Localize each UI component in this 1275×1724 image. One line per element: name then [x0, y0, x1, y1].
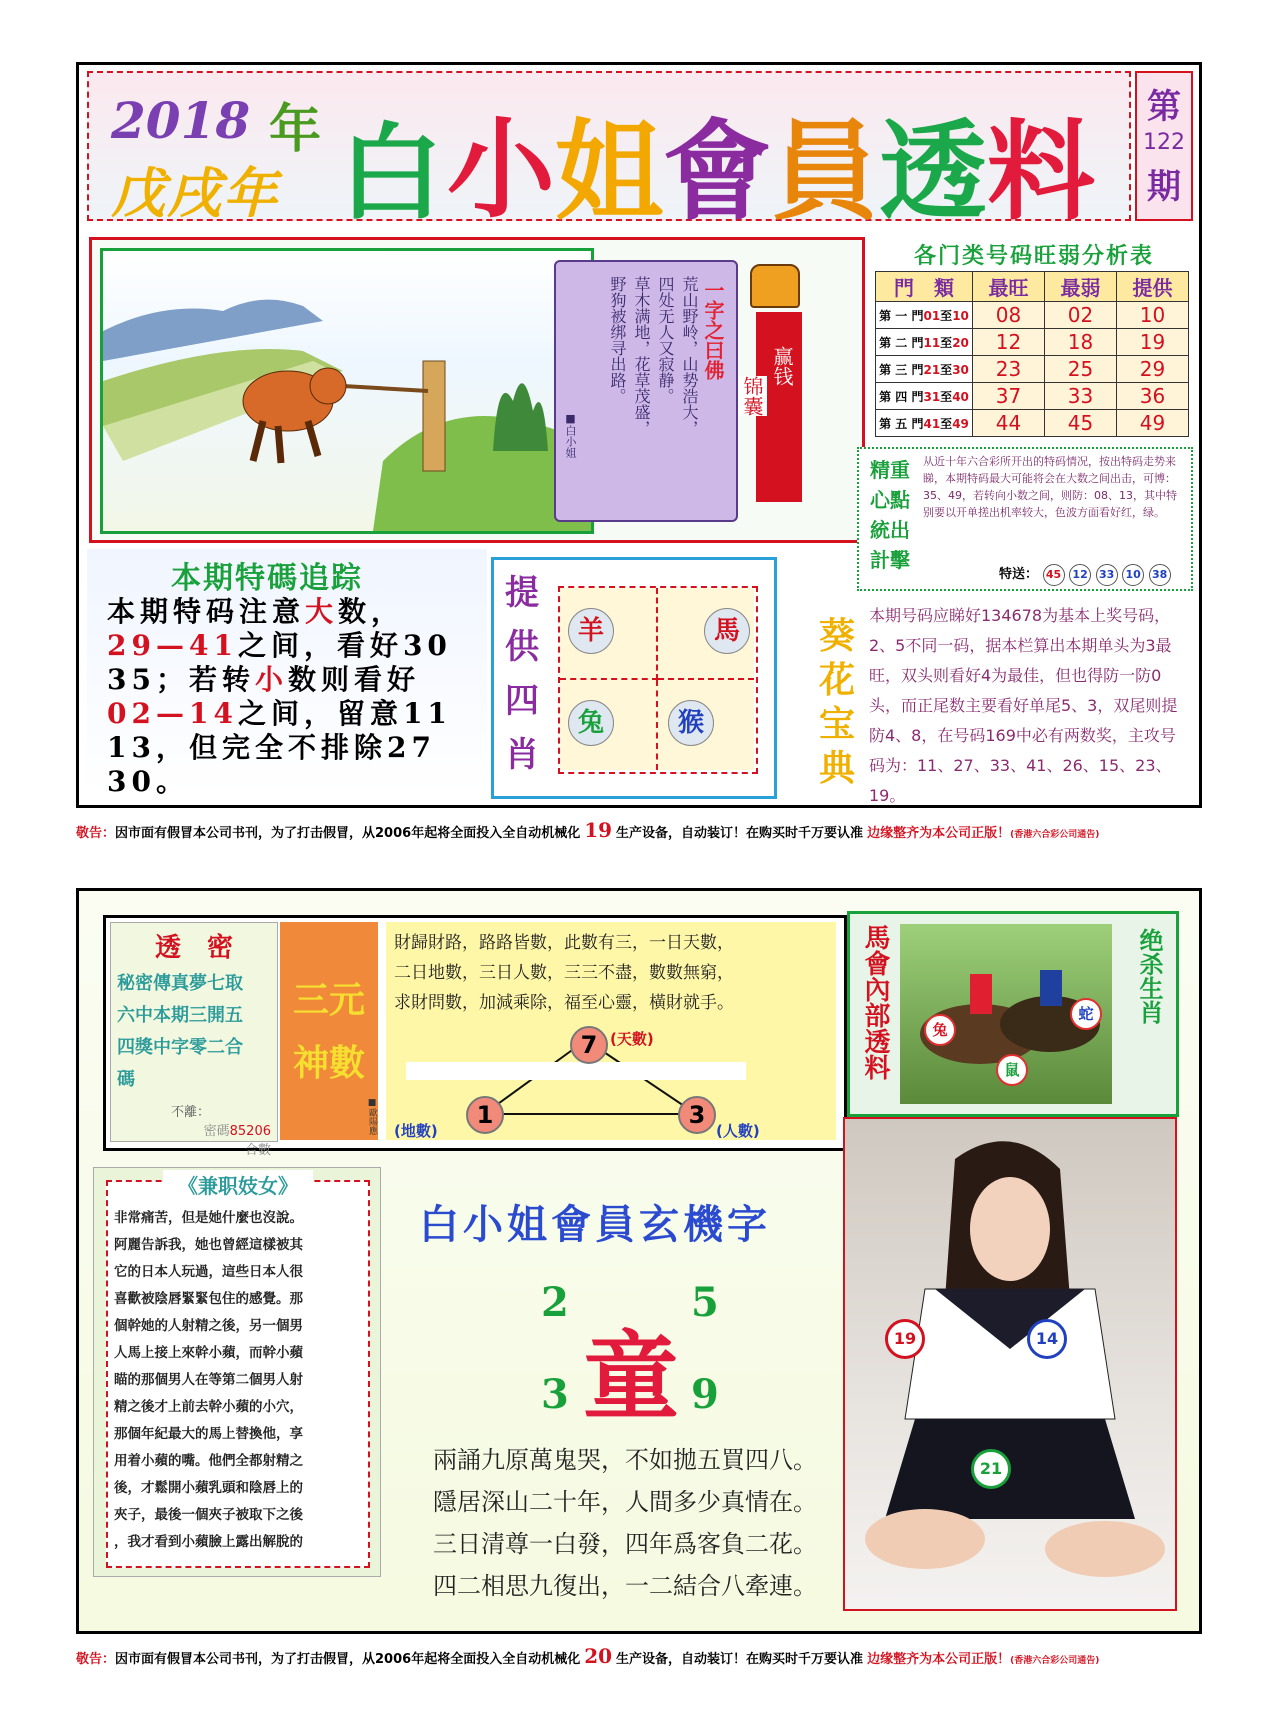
max-cell: 12	[973, 329, 1045, 356]
header-ganzhi: 戊戌年	[111, 161, 279, 225]
title-char-1: 白	[339, 111, 444, 234]
xuanji-poem: 兩誦九原萬鬼哭，不如拋五買四八。 隱居深山二十年，人間多少真情在。 三日清尊一白發，四年爲客負二花。 四二相思九復出，一二結合八牽連。	[433, 1446, 817, 1600]
give-cell: 29	[1117, 356, 1189, 383]
sanyuan-side-mark: ■歐陽應	[367, 1098, 377, 1135]
sanyuan-right-ball: 3	[678, 1096, 716, 1134]
focus-box	[857, 447, 1193, 591]
horse-race-picture	[900, 924, 1112, 1104]
analysis-table	[875, 271, 1189, 437]
max-cell: 37	[973, 383, 1045, 410]
issue-number: 122	[1143, 130, 1185, 155]
door-cell: 第 一 門01至10	[876, 302, 973, 329]
photo-frame	[843, 1117, 1177, 1611]
analysis-row	[876, 410, 1189, 437]
notice-top: 敬告：因市面有假冒本公司书刊，为了打击假冒，从2006年起将全面投入全自动机械化 19 生产设备，自动装订！在购买时千万要认准 边缘整齐为本公司正版！(香港六合彩公司通告)	[76, 818, 1100, 842]
secret-panel	[110, 922, 278, 1158]
special-ball: 10	[1122, 564, 1144, 586]
min-cell: 25	[1045, 356, 1117, 383]
horse-box	[847, 911, 1179, 1117]
special-ball: 38	[1149, 564, 1171, 586]
jinnang-label-1: 赢钱	[770, 346, 794, 386]
give-cell: 36	[1117, 383, 1189, 410]
scroll-poem-2: 四处无人又寂静。	[656, 276, 675, 404]
sanyuan-left-ball: 1	[466, 1096, 504, 1134]
zodiac-ball: 兔	[568, 700, 614, 746]
min-cell: 18	[1045, 329, 1117, 356]
focus-text: 从近十年六合彩所开出的特码情况，按出特码走势来睇，本期特码最大可能将会在大数之间出击，可博：35、49，若转向小数之间，则防：08、13，其中特别要以开单搓出机率较大，色波方面看好红，绿。	[923, 455, 1177, 519]
door-cell: 第 五 門41至49	[876, 410, 973, 437]
notice-bottom: 敬告：因市面有假冒本公司书刊，为了打击假冒，从2006年起将全面投入全自动机械化 20 生产设备，自动装订！在购买时千万要认准 边缘整齐为本公司正版！(香港六合彩公司通告)	[76, 1644, 1100, 1668]
scroll-signature: ■白小姐	[564, 412, 577, 458]
four-zodiac-box	[491, 557, 777, 799]
xuanji-num-1: 2	[541, 1279, 569, 1326]
bottom-page	[76, 888, 1202, 1634]
give-cell: 49	[1117, 410, 1189, 437]
xuanji-title: 白小姐會員玄機字	[419, 1202, 771, 1248]
analysis-row	[876, 302, 1189, 329]
zodiac-cell-monkey	[658, 680, 754, 770]
zodiac-cell-rabbit	[560, 680, 658, 770]
zodiac-grid	[558, 586, 758, 774]
scroll-poem-4: 野狗被绑寻出路。	[608, 276, 627, 404]
title-char-6: 透	[879, 109, 988, 235]
top-page	[76, 62, 1202, 808]
dog-picture	[103, 251, 591, 531]
secret-note: 不離： 密碼85206 合數	[171, 1105, 271, 1158]
four-zodiac-label: 提 供 四 肖	[505, 573, 539, 775]
analysis-row	[876, 356, 1189, 383]
xuanji-num-2: 5	[691, 1279, 719, 1326]
zodiac-ball: 馬	[704, 608, 750, 654]
header-year: 2018	[111, 91, 251, 150]
scroll-heading: 一字之曰佛	[701, 280, 725, 380]
secret-frame	[103, 915, 847, 1158]
analysis-header-door: 門 類	[876, 272, 973, 302]
max-cell: 08	[973, 302, 1045, 329]
story-frame	[93, 1167, 381, 1577]
jinnang-bag	[742, 264, 806, 510]
story-title: 《兼职妓女》	[163, 1170, 313, 1199]
max-cell: 44	[973, 410, 1045, 437]
sanyuan-right-label: (人數)	[716, 1122, 760, 1140]
story-panel	[106, 1174, 370, 1568]
baodian-label: 葵 花 宝 典	[818, 616, 855, 789]
illustration-frame	[89, 237, 865, 543]
zodiac-cell-sheep	[560, 588, 658, 680]
story-text: 非常痛苦，但是她什麼也沒說。 阿麗告訴我，她也曾經這樣被其 它的日本人玩過，這些日本人很 喜歡被陰唇緊緊包住的感覺。那 個幹她的人射精之後，另一個男 人馬上接上來幹小蘋，而幹小蘋 瞄的那個男人在等第二個男人射 精之後才上前去幹小蘋的小穴， 那個年紀最大的馬上替換他，享 用着小蘋的嘴。他們全都射精之 後，才鬆開小蘋乳頭和陰唇上的 夾子，最後一個夾子被取下之後 ，我才看到小蘋臉上露出解脫的	[114, 1210, 303, 1550]
bag-icon	[750, 264, 800, 308]
give-cell: 19	[1117, 329, 1189, 356]
baodian-text: 本期号码应睇好134678为基本上奖号码，2、5不同一码，据本栏算出本期单头为3最旺，双头则看好4为最佳，但也得防一防0头，而正尾数主要看好单尾5、3，双尾则提防4、8，在号码169中必有两数奖，主攻号码为：11、27、33、41、26、15、23、19。	[869, 606, 1178, 805]
zodiac-ball: 羊	[568, 608, 614, 654]
header-title	[339, 79, 1119, 235]
door-cell: 第 三 門21至30	[876, 356, 973, 383]
door-cell: 第 二 門11至20	[876, 329, 973, 356]
girl-photo	[845, 1119, 1175, 1609]
special-numbers: 特送： 45 12 33 10 38	[999, 563, 1171, 586]
title-char-7: 料	[987, 109, 1096, 235]
horse-tag-1: 兔	[924, 1014, 956, 1046]
sanyuan-top-label: (天數)	[610, 1030, 654, 1048]
title-char-5: 員	[771, 109, 880, 235]
horse-tag-3: 鼠	[996, 1054, 1028, 1086]
photo-ball-3: 21	[971, 1449, 1011, 1489]
zodiac-ball: 猴	[668, 700, 714, 746]
issue-box	[1135, 71, 1193, 221]
jinnang-label-2: 锦囊	[738, 376, 767, 416]
title-char-3: 姐	[555, 109, 664, 235]
horse-label-2: 绝杀生肖	[1135, 928, 1163, 1024]
scroll-poem-1: 荒山野岭，山势浩大，	[680, 276, 699, 436]
horse-tag-2: 蛇	[1070, 998, 1102, 1030]
xuanji-num-3: 3	[541, 1371, 569, 1418]
secret-lines: 秘密傳真夢七取 六中本期三開五 四獎中字零二合 碼	[117, 973, 243, 1090]
xuanji-char: 童	[583, 1320, 679, 1433]
xuanji-num-4: 9	[691, 1371, 719, 1418]
give-cell: 10	[1117, 302, 1189, 329]
scroll-poem-3: 草木满地，花草茂盛，	[632, 276, 651, 436]
door-cell: 第 四 門31至40	[876, 383, 973, 410]
focus-label: 精重 心點 統出 計擊	[870, 458, 910, 572]
photo-ball-2: 14	[1027, 1319, 1067, 1359]
analysis-header-give: 提供	[1117, 272, 1189, 302]
min-cell: 33	[1045, 383, 1117, 410]
header-year-suffix: 年	[269, 99, 322, 160]
tracking-text: 本期特码注意大数， 29—41之间，看好30 35；若转小数则看好 02—14之间，留意11 13，但完全不排除27 30。	[107, 595, 452, 798]
photo-ball-1: 19	[885, 1319, 925, 1359]
sanyuan-top-ball: 7	[570, 1026, 608, 1064]
dog-illustration	[100, 248, 594, 534]
min-cell: 45	[1045, 410, 1117, 437]
horse-label: 馬會內部透料	[860, 924, 890, 1080]
sanyuan-panel	[386, 922, 836, 1140]
title-char-2: 小	[447, 107, 556, 233]
special-ball: 33	[1096, 564, 1118, 586]
sanyuan-label: 三元 神數 ■歐陽應	[280, 922, 378, 1140]
issue-suffix: 期	[1147, 167, 1181, 207]
sanyuan-left-label: (地數)	[394, 1122, 438, 1140]
secret-title: 透 密	[154, 933, 233, 963]
special-ball: 45	[1043, 564, 1065, 586]
min-cell: 02	[1045, 302, 1117, 329]
max-cell: 23	[973, 356, 1045, 383]
sanyuan-poem: 財歸財路，路路皆數，此數有三，一日天數， 二日地數，三日人數，三三不盡，數數無窮， 求財問數，加減乘除，福至心靈，橫財就手。	[394, 933, 734, 1013]
analysis-title: 各门类号码旺弱分析表	[913, 244, 1154, 269]
header-banner	[87, 71, 1131, 235]
zodiac-cell-horse	[658, 588, 754, 680]
tracking-title: 本期特碼追踪	[171, 561, 363, 596]
analysis-row	[876, 329, 1189, 356]
analysis-header-max: 最旺	[973, 272, 1045, 302]
issue-prefix: 第	[1147, 87, 1181, 127]
special-ball: 12	[1069, 564, 1091, 586]
analysis-header-min: 最弱	[1045, 272, 1117, 302]
tracking-section	[87, 549, 487, 798]
poem-scroll	[554, 260, 738, 522]
analysis-row	[876, 383, 1189, 410]
title-char-4: 會	[663, 109, 772, 235]
